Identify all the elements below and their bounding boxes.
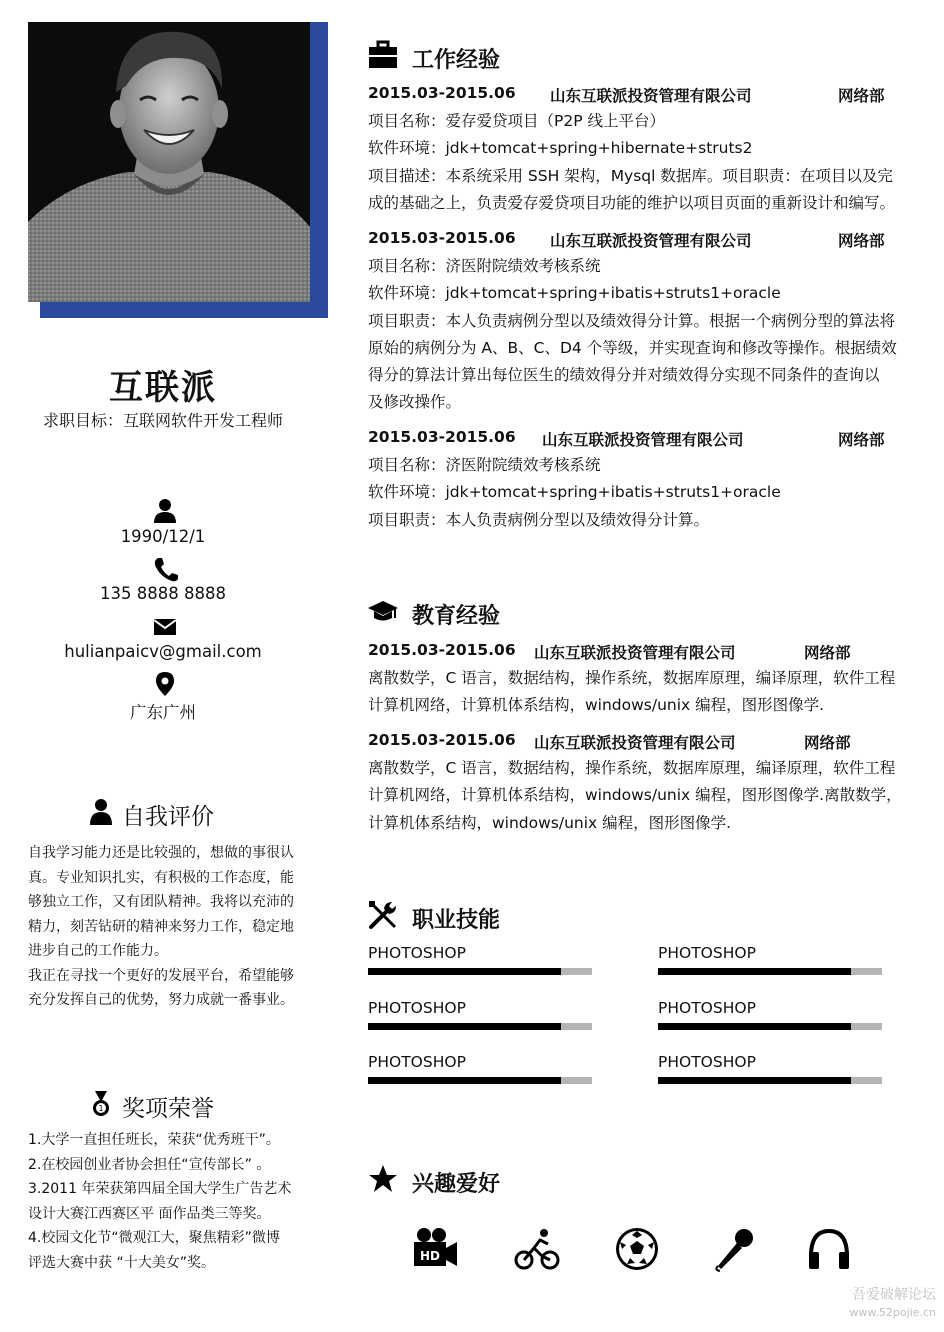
job-objective: 求职目标：互联网软件开发工程师 — [42, 411, 283, 430]
award-line: 3.2011 年荣获第四届全国大学生广告艺术 — [28, 1181, 292, 1197]
skill-bar-track — [658, 1077, 882, 1084]
award-line: 1.大学一直担任班长，荣获“优秀班干”。 — [28, 1132, 280, 1148]
education-line: 计算机体系结构，windows/unix 编程，图形图像学. — [368, 813, 732, 832]
skill-bar-fill — [368, 1077, 561, 1084]
education-line: 计算机网络，计算机体系结构，windows/unix 编程，图形图像学. — [368, 696, 825, 715]
education-line: 离散数学，C 语言，数据结构，操作系统，数据库原理，编译原理，软件工程 — [368, 759, 896, 777]
education-title: 教育经验 — [412, 603, 501, 629]
work-dept: 网络部 — [838, 87, 885, 105]
education-entry-header — [368, 641, 908, 665]
skill-label: PHOTOSHOP — [658, 944, 756, 962]
self-eval-heading — [88, 798, 214, 831]
award-line: 评选大赛中获 “十大美女”奖。 — [28, 1254, 215, 1271]
headphones-icon — [806, 1226, 852, 1272]
work-company: 山东互联派投资管理有限公司 — [542, 431, 744, 449]
education-line: 离散数学，C 语言，数据结构，操作系统，数据库原理，编译原理，软件工程 — [368, 669, 896, 687]
skill-bar-track — [368, 1023, 592, 1030]
skill-bar-fill — [658, 1023, 851, 1030]
person-icon — [88, 799, 114, 831]
microphone-icon — [712, 1226, 758, 1272]
skill-item — [658, 944, 882, 978]
award-line: 4.校园文化节“微观江大，聚焦精彩”微博 — [28, 1230, 280, 1246]
briefcase-icon — [368, 40, 398, 76]
education-dept: 网络部 — [804, 644, 851, 662]
watermark-url: www.52pojie.cn — [849, 1306, 936, 1319]
work-line: 软件环境：jdk+tomcat+spring+ibatis+struts1+oracle — [368, 483, 781, 502]
envelope-icon — [150, 614, 180, 640]
skills-title: 职业技能 — [412, 907, 501, 933]
medal-icon — [88, 1091, 114, 1123]
work-entry-body — [368, 108, 913, 217]
skill-bar-fill — [658, 968, 851, 975]
tools-icon — [368, 900, 398, 936]
work-line: 原始的病例分为 A、B、C、D4 个等级，并实现查询和修改等操作。根据绩效 — [368, 338, 897, 357]
award-line: 2.在校园创业者协会担任“宣传部长” 。 — [28, 1156, 271, 1173]
location-pin-icon — [150, 671, 180, 697]
work-line: 项目名称：济医附院绩效考核系统 — [368, 456, 601, 474]
graduation-cap-icon — [368, 596, 398, 632]
work-date: 2015.03-2015.06 — [368, 229, 516, 247]
hd-camera-icon — [412, 1226, 458, 1272]
self-eval-title: 自我评价 — [122, 804, 214, 830]
education-entry-body — [368, 755, 913, 837]
work-line: 项目描述：本系统采用 SSH 架构，Mysql 数据库。项目职责：在项目以及完 — [368, 166, 893, 185]
education-school: 山东互联派投资管理有限公司 — [534, 644, 736, 662]
work-line: 成的基础之上，负责爱存爱贷项目功能的维护以项目页面的重新设计和编写。 — [368, 193, 896, 212]
soccer-ball-icon — [614, 1226, 660, 1272]
work-company: 山东互联派投资管理有限公司 — [550, 232, 752, 250]
awards-text — [28, 1128, 303, 1275]
awards-heading — [88, 1090, 214, 1123]
self-eval-line: 自我学习能力还是比较强的，想做的事很认 — [28, 845, 294, 861]
work-line: 软件环境：jdk+tomcat+spring+hibernate+struts2 — [368, 139, 753, 158]
education-date: 2015.03-2015.06 — [368, 641, 516, 659]
award-line: 设计大赛江西赛区平 面作品类三等奖。 — [28, 1205, 271, 1222]
skill-label: PHOTOSHOP — [368, 999, 466, 1017]
cycling-icon — [514, 1226, 560, 1272]
work-entry-header — [368, 428, 908, 452]
birthday-text: 1990/12/1 — [120, 527, 206, 546]
work-dept: 网络部 — [838, 431, 885, 449]
location-text: 广东广州 — [130, 703, 196, 722]
skill-item — [658, 1053, 882, 1087]
self-eval-line: 进步自己的工作能力。 — [28, 943, 168, 959]
self-eval-line: 真。专业知识扎实，有积极的工作态度，能 — [28, 869, 294, 886]
work-line: 项目职责：本人负责病例分型以及绩效得分计算。根据一个病例分型的算法将 — [368, 311, 896, 330]
svg-text:1: 1 — [98, 1103, 104, 1113]
hobbies-heading — [368, 1164, 500, 1200]
work-line: 及修改操作。 — [368, 393, 462, 412]
work-title: 工作经验 — [412, 47, 501, 73]
skill-label: PHOTOSHOP — [368, 944, 466, 962]
skill-label: PHOTOSHOP — [658, 1053, 756, 1071]
work-line: 得分的算法计算出每位医生的绩效得分并对绩效得分实现不同条件的查询以 — [368, 366, 880, 385]
skill-bar-fill — [658, 1077, 851, 1084]
skill-item — [658, 999, 882, 1033]
skill-label: PHOTOSHOP — [658, 999, 756, 1017]
education-entry-header — [368, 731, 908, 755]
self-eval-text — [28, 841, 303, 1013]
skill-bar-track — [368, 968, 592, 975]
star-icon — [368, 1164, 398, 1200]
work-date: 2015.03-2015.06 — [368, 84, 516, 102]
work-entry-header — [368, 229, 908, 253]
self-eval-line: 够独立工作，又有团队精神。我将以充沛的 — [28, 894, 294, 910]
person-icon — [150, 498, 180, 524]
education-dept: 网络部 — [804, 734, 851, 752]
work-heading — [368, 40, 500, 76]
skill-bar-fill — [368, 1023, 561, 1030]
work-entry-body — [368, 452, 913, 534]
self-eval-line: 充分发挥自己的优势，努力成就一番事业。 — [28, 992, 294, 1008]
skill-item — [368, 999, 592, 1033]
hd-badge: HD — [419, 1249, 441, 1263]
education-line: 计算机网络，计算机体系结构，windows/unix 编程，图形图像学.离散数学， — [368, 786, 902, 805]
self-eval-line: 精力，刻苦钻研的精神来努力工作，稳定地 — [28, 918, 294, 935]
awards-title: 奖项荣誉 — [122, 1096, 214, 1122]
education-entry-body — [368, 665, 913, 720]
skill-bar-track — [658, 1023, 882, 1030]
work-entry-body — [368, 253, 913, 417]
skills-heading — [368, 900, 500, 936]
email-text: hulianpaicv@gmail.com — [64, 642, 262, 661]
watermark-text: 吾爱破解论坛 — [852, 1287, 936, 1303]
work-dept: 网络部 — [838, 232, 885, 250]
self-eval-line: 我正在寻找一个更好的发展平台，希望能够 — [28, 967, 294, 984]
education-date: 2015.03-2015.06 — [368, 731, 516, 749]
skill-label: PHOTOSHOP — [368, 1053, 466, 1071]
work-line: 项目名称：济医附院绩效考核系统 — [368, 257, 601, 275]
phone-text: 135 8888 8888 — [100, 584, 226, 603]
skill-bar-track — [368, 1077, 592, 1084]
phone-icon — [150, 556, 180, 582]
work-line: 项目名称：爱存爱贷项目（P2P 线上平台） — [368, 112, 665, 130]
hobbies-title: 兴趣爱好 — [412, 1171, 501, 1197]
work-company: 山东互联派投资管理有限公司 — [550, 87, 752, 105]
education-school: 山东互联派投资管理有限公司 — [534, 734, 736, 752]
work-line: 软件环境：jdk+tomcat+spring+ibatis+struts1+oracle — [368, 284, 781, 303]
profile-photo — [28, 22, 310, 302]
work-date: 2015.03-2015.06 — [368, 428, 516, 446]
education-heading — [368, 596, 500, 632]
skill-item — [368, 944, 592, 978]
skill-item — [368, 1053, 592, 1087]
skill-bar-track — [658, 968, 882, 975]
skill-bar-fill — [368, 968, 561, 975]
watermark — [849, 1286, 936, 1322]
candidate-name: 互联派 — [109, 368, 217, 408]
work-entry-header — [368, 84, 908, 108]
work-line: 项目职责：本人负责病例分型以及绩效得分计算。 — [368, 510, 710, 529]
